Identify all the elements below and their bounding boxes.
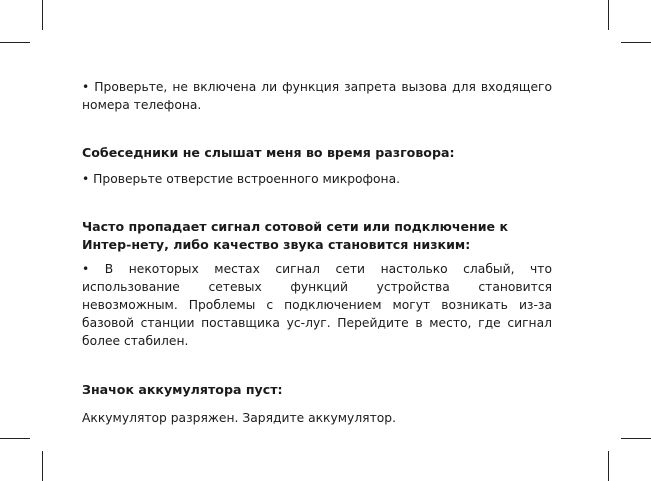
crop-mark-top-right-vertical (608, 0, 609, 30)
crop-mark-bottom-left-horizontal (0, 438, 30, 439)
section-battery-empty (82, 381, 552, 427)
signal-loss-heading: Часто пропадает сигнал сотовой сети или подключение к Интер-нету, либо качество звука становится низким: (82, 219, 509, 252)
call-barring-text: • Проверьте, не включена ли функция запрета вызова для входящего номера телефона. (82, 80, 552, 112)
crop-mark-bottom-left-vertical (42, 451, 43, 481)
page-content (82, 78, 552, 427)
cannot-hear-text: • Проверьте отверстие встроенного микрофона. (82, 172, 401, 186)
crop-mark-top-left-horizontal (0, 42, 30, 43)
crop-mark-top-left-vertical (42, 0, 43, 30)
crop-mark-bottom-right-horizontal (621, 438, 651, 439)
section-call-barring (82, 78, 552, 114)
signal-loss-text: • В некоторых местах сигнал сети настолько слабый, что использование сетевых функций устройства становится невозможным. Проблемы с подключением могут возникать из-за базовой станции поставщика ус-луг. Перейдите в место, где сигнал более стабилен. (82, 262, 552, 348)
crop-mark-bottom-right-vertical (608, 451, 609, 481)
cannot-hear-heading: Собеседники не слышат меня во время разговора: (82, 145, 455, 160)
crop-mark-top-right-horizontal (621, 42, 651, 43)
section-signal-loss (82, 218, 552, 350)
section-cannot-hear (82, 144, 552, 188)
battery-empty-heading: Значок аккумулятора пуст: (82, 382, 283, 397)
battery-empty-text: Аккумулятор разряжен. Зарядите аккумулятор. (82, 411, 396, 425)
